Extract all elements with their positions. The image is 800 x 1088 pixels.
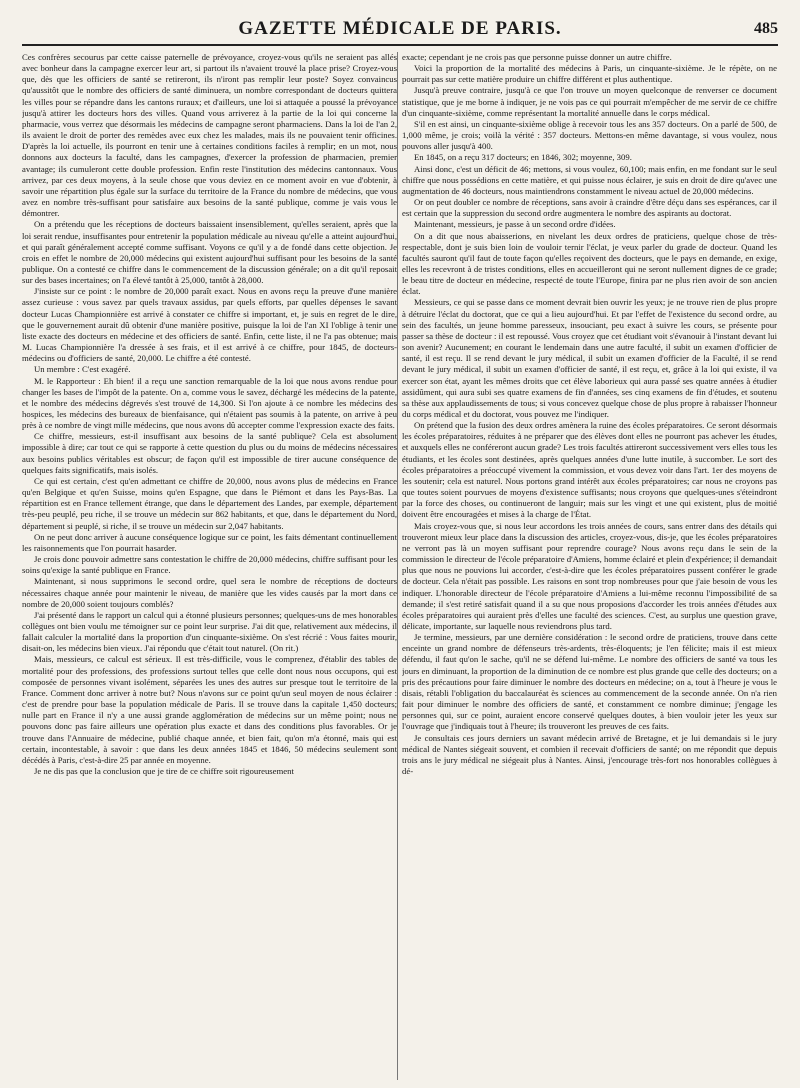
- paragraph: Mais, messieurs, ce calcul est sérieux. Il est très-difficile, vous le comprenez, d'établir des tables de mortalité pour des professions, des professions surtout telles que celle dont nous nous occupons, qui est composée de personnes vivant isolément, séparées les unes des autres sur presque tout le territoire de la France. Comment donc arriver à notre but? Nous n'avons sur ce point qu'un seul moyen de nous éclairer : c'est de prendre pour base la population médicale de Paris. Il se trouve dans la capitale 1,450 docteurs; nulle part en France il n'y a une aussi grande agglomération de médecins sur un même point; nous ne pouvons donc pas faire ailleurs une opération plus exacte et dans des conditions plus favorables. Or je trouve dans l'Annuaire de médecine, publié chaque année, et bien fait, qu'on m'a étonné, mais qui est certain, incontestable, à savoir : que dans les deux années 1845 et 1846, 50 médecins seulement sont décédés à Paris, c'est-à-dire 25 par année en moyenne.: [22, 654, 397, 765]
- paragraph: Maintenant, messieurs, je passe à un second ordre d'idées.: [414, 219, 616, 230]
- paragraph: On a dit que nous abaisserions, en nivelant les deux ordres de praticiens, quelque chose de très-respectable, dont je suis bien loin de vouloir ternir l'éclat, je veux parler du grade de docteur. Quand les facultés sauront qu'il faut de toute façon qu'elles reçoivent des docteurs, que le pays en demande, en exige, elles les recevront à de tristes conditions, elles en accueilleront qui ne seront nullement dignes de ce grade; le beau titre de docteur en médecine, respecté de toute l'Europe, finira par ne plus rien avoir de son ancien éclat.: [402, 230, 777, 297]
- paragraph: Maintenant, si nous supprimons le second ordre, quel sera le nombre de réceptions de docteurs nécessaires chaque année pour maintenir le niveau, de manière que les vides causés par la mort dans ce nombre de 20,000 soient toujours comblés?: [22, 576, 397, 609]
- paragraph: Ce qui est certain, c'est qu'en admettant ce chiffre de 20,000, nous avons plus de médecins en France qu'en Belgique et qu'en Suisse, moins qu'en Espagne, que dans le Piémont et dans les Pays-Bas. La répartition est en France tellement étrange, que dans le département des Landes, par exemple, département très-peu peuplé, peu riche, il se trouve un médecin sur 862 habitants, et que, dans le département du Nord, département si peuplé, si riche, il se trouve un médecin sur 2,047 habitants.: [22, 475, 397, 531]
- paragraph: Ce chiffre, messieurs, est-il insuffisant aux besoins de la santé publique? Cela est absolument impossible à dire; car tout ce qui se rapporte à cette question du plus ou du moins de médecins nécessaires aux besoins publics véritables est obscur; de façon qu'il est impossible de tirer aucune conséquence de quelques faits significatifs, mais isolés.: [22, 431, 397, 475]
- paragraph: S'il en est ainsi, un cinquante-sixième oblige à recevoir tous les ans 357 docteurs. On a parlé de 500, de 1,000 même, je crois; voilà la vérité : 357 docteurs. Mettons-en même davantage, si vous voulez, nous pouvons aller jusqu'à 400.: [402, 118, 777, 152]
- paragraph: On ne peut donc arriver à aucune conséquence logique sur ce point, les faits démentant continuellement les raisonnements que l'on pourrait hasarder.: [22, 531, 397, 553]
- paragraph: Ces confrères secourus par cette caisse paternelle de prévoyance, croyez-vous qu'ils ne seraient pas allés avec bonheur dans la campagne exercer leur art, si partout ils n'avaient trouvé la place prise? Croyez-vous que, dès que les officiers de santé se retireront, ils n'iront pas remplir leur poste? Soyez convaincus qu'aussitôt que le nombre des officiers de santé diminuera, un nombre correspondant de docteurs quittera les villes pour se répandre dans les cantons ruraux; et d'ailleurs, une loi si attaquée a poussé la prévoyance jusqu'à attirer les docteurs hors des villes. Quand vous arriverez à la partie de la loi qui concerne la pharmacie, vous verrez que désormais les médecins de campagne seront pharmaciens. Dans la loi de l'an 2, ils avaient le droit de porter des remèdes avec eux chez les malades, mais ils ne pouvaient tenir officines. D'après la loi actuelle, ils pourront en tenir une à certaines conditions faciles à remplir; en un mot, nous donnons aux docteurs la faculté, dans les campagnes, d'exercer la profession de pharmacien, premier avantage; ils cumuleront cette double profession. Enfin reste l'institution des médecins cantonnaux. Vous arrivez, par ces deux moyens, à la seule chose que vous deviez en ce moment avoir en vue d'obtenir, à savoir une répartition plus égale sur la surface du territoire de la France du nombre de médecins, que vous avez en nombre très-suffisant pour satisfaire aux besoins de la santé publique, comme je vais vous le démontrer.: [22, 52, 397, 219]
- paragraph: Messieurs, ce qui se passe dans ce moment devrait bien ouvrir les yeux; je ne trouve rien de plus propre à détruire l'éclat du doctorat, que ce qui a lieu aujourd'hui. Et par l'effet de l'existence du second ordre, au sein des facultés, un jeune homme paresseux, insouciant, peu exact à suivre les cours, se présente pour passer sa thèse de docteur : il est repoussé. Vous croyez que cet étudiant voit s'évanouir à l'instant devant lui son avenir? Aucunement; en courant le lendemain dans une autre faculté, il subit un examen d'officier de santé, il est reçu. Il se rend devant le jury médical, il subit un examen d'officier de la Faculté, il se rend devant le jury médical, il subit un examen d'officier de santé, il est reçu, et, grâce à la loi qui existe, il va exercer son état, ayant les mêmes droits que cet élève laborieux qui aura passé ses quatre années à étudier assidûment, qui aura subi ses quatre examens de fin d'années, ses cinq examens de fin d'études, et soutenu sa thèse aux applaudissements de tous; si vous concevez quelque chose de plus propre à rabaisser l'honneur du corps médical et du doctorat, vous pouvez me l'indiquer.: [402, 297, 777, 419]
- paragraph: Mais croyez-vous que, si nous leur accordons les trois années de cours, sans entrer dans des détails qui trouveront mieux leur place dans la discussion des articles, croyez-vous, dis-je, que les écoles préparatoires ne verront pas là un moyen suffisant pour reprendre courage? Nous avons reçu dans le sein de la commission le directeur de l'école préparatoire d'Amiens, homme éclairé et plein d'expérience; il demandait plus que nous ne pouvions lui accorder, c'est-à-dire que les écoles préparatoires pussent conférer le grade de docteur. Cela n'était pas possible. Les raisons en sont trop nombreuses pour que j'aie besoin de vous les indiquer. L'honorable directeur de l'école préparatoire d'Amiens a lui-même reconnu l'impossibilité de sa demande; il s'est retiré satisfait quand il a su que nous proposions d'accorder les trois années d'études aux écoles préparatoires qui auraient près d'elles une faculté des sciences. C'est, au surplus une question grave, délicate, importante, sur laquelle nous reviendrons plus tard.: [402, 520, 777, 631]
- paragraph: Je termine, messieurs, par une dernière considération : le second ordre de praticiens, trouve dans cette enceinte un grand nombre de défenseurs très-ardents, très-éloquents; je l'en félicite; mais il est mieux défendu, il faut qu'on le sache, qu'il ne se défend lui-même. Le nombre des officiers de santé va tous les jours en diminuant, la proportion de la diminution de ce nombre est plus grande que celle des docteurs; on a pris des précautions pour faire diminuer le nombre des docteurs en médecine; on a, tout à l'heure je vous le disais, rétabli l'obligation du baccalauréat ès sciences au commencement de la seconde année. On n'a rien fait pour diminuer le nombre des officiers de santé, et constamment ce nombre diminue; j'engage les personnes qui, sur ce point, auraient encore conservé quelques doutes, à bien vouloir jeter les yeux sur l'ouvrage que j'indiquais tout à l'heure; ils trouveront les preuves de ces faits.: [402, 632, 777, 732]
- left-column: [22, 52, 397, 1082]
- paragraph: On prétend que la fusion des deux ordres amènera la ruine des écoles préparatoires. Ce seront désormais les écoles préparatoires, réduites à ne préparer que des élèves dont elles ne pourront pas achever les études, et auxquels elles ne conféreront aucun grade? Les trois facultés attireront successivement vers elles tous les étudiants, et les écoles sont destinées, après quelques années d'une lutte inutile, à succomber. Le sort des écoles préparatoires a préoccupé vivement la commission, et vous devez voir dans l'art. 1er des moyens de les soutenir; cela est naturel. Nous portons grand intérêt aux écoles préparatoires; car nous ne croyons pas que toutes soient pourvues de moyens d'existence suffisants; nous croyons que quelques-unes s'éteindront par la force des choses, ou continueront de languir; mais sur les vingt et une qui existent, plus de moitié doivent être encouragées et mises à la charge de l'État.: [402, 420, 777, 520]
- page-number: 485: [754, 20, 778, 37]
- paragraph: Je ne dis pas que la conclusion que je tire de ce chiffre soit rigoureusement: [34, 766, 294, 776]
- paragraph: exacte; cependant je ne crois pas que personne puisse donner un autre chiffre.: [402, 52, 672, 62]
- paragraph: En 1845, on a reçu 317 docteurs; en 1846, 302; moyenne, 309.: [414, 152, 632, 163]
- paragraph: Je crois donc pouvoir admettre sans contestation le chiffre de 20,000 médecins, chiffre suffisant pour les soins qu'exige la santé publique en France.: [22, 554, 397, 576]
- paragraph: Ainsi donc, c'est un déficit de 46; mettons, si vous voulez, 60,100; mais enfin, en me fondant sur le seul chiffre que nous possédions en cette matière, et qui puisse nous éclairer, je suis en droit de dire qu'avec une augmentation de 46 docteurs, nous maintiendrons constamment le niveau actuel de 20,000 médecins.: [402, 163, 777, 196]
- column-divider: [397, 52, 398, 1080]
- paragraph: Jusqu'à preuve contraire, jusqu'à ce que l'on trouve un moyen quelconque de renverser ce document statistique, que je me borne à indiquer, je ne vois pas ce qui pourrait m'empêcher de me servir de ce chiffre d'un cinquante-sixième, comme représentant la mortalité annuelle dans le corps médical.: [402, 85, 777, 118]
- paragraph: Voici la proportion de la mortalité des médecins à Paris, un cinquante-sixième. Je le répète, on ne pourrait pas sur cette matière produire un chiffre différent et plus authentique.: [402, 63, 777, 85]
- paragraph: Je consultais ces jours derniers un savant médecin arrivé de Bretagne, et je lui demandais si le jury médical de Nantes siégeait souvent, et combien il recevait d'officiers de santé; on me répondit que depuis trois ans le jury médical ne siégeait plus à Nantes. Ainsi, j'encourage très-fort nos honorables collègues à dé-: [402, 732, 777, 776]
- paragraph: M. le Rapporteur : Eh bien! il a reçu une sanction remarquable de la loi que nous avons rendue pour changer les bases de l'impôt de la patente. On a, comme vous le savez, déchargé les médecins de la patente, et le nombre des médecins dégrevés s'est trouvé de 14,300. Si l'on ajoute à ce nombre les médecins des hospices, les médecins des bureaux de bienfaisance, qui n'étaient pas soumis à la patente, on arrive à peu près à ce nombre de vingt mille médecins, que nous avons dû accepter comme l'expression exacte des faits.: [22, 375, 397, 431]
- paragraph: Or on peut doubler ce nombre de réceptions, sans avoir à craindre d'être déçu dans ses espérances, car il est certain que la suppression du second ordre augmentera le nombre des aspirants au doctorat.: [402, 197, 777, 219]
- paragraph: J'insiste sur ce point : le nombre de 20,000 paraît exact. Nous en avons reçu la preuve d'une manière assez curieuse : vous savez par quels travaux assidus, par quels efforts, par quelles dépenses le savant docteur Lucas Championnière est arrivé à constater ce chiffre si important, et, je suis en regret de le dire, que le gouvernement aurait dû obtenir d'une manière positive, puisque la loi de l'an XI l'oblige à tenir une liste exacte des docteurs en médecine et des officiers de santé. Enfin, cette liste, il ne l'a pas obtenue; mais M. Lucas Championnière l'a dressée à ses frais, et il est arrivé à ce chiffre, pour 1845, de docteurs-médecins ou d'officiers de santé, 20,000. Le chiffre a été contesté.: [22, 286, 397, 364]
- paragraph: J'ai présenté dans le rapport un calcul qui a étonné plusieurs personnes; quelques-uns de mes honorables collègues ont bien voulu me témoigner sur ce point leur surprise. J'ai dit que, relativement aux médecins, il fallait calculer la mortalité dans la proportion d'un cinquante-sixième. On s'est récrié : Vous faites mourir, disait-on, les médecins bien vieux. J'ai répondu que c'était tout naturel. (On rit.): [22, 609, 397, 654]
- page-header: [22, 18, 778, 46]
- paragraph: On a prétendu que les réceptions de docteurs baissaient insensiblement, qu'elles seraient, après que la loi serait rendue, insuffisantes pour entretenir la population médicale au niveau qu'elle a atteint aujourd'hui, et qui paraît généralement accepté comme suffisant. Voyons ce qu'il y a de fondé dans cette objection. Je crois en effet le nombre de 20,000 médecins qui existent aujourd'hui suffisant pour les besoins de la santé publique. On a contesté ce chiffre dans le commencement de la discussion générale; on a dit qu'il reposait sur des bases incertaines; on l'a élevé tantôt à 25,000, tantôt à 28,000.: [22, 219, 397, 286]
- paragraph: Un membre : C'est exagéré.: [34, 364, 131, 375]
- page-title: GAZETTE MÉDICALE DE PARIS.: [238, 18, 562, 39]
- right-column: [402, 52, 777, 1082]
